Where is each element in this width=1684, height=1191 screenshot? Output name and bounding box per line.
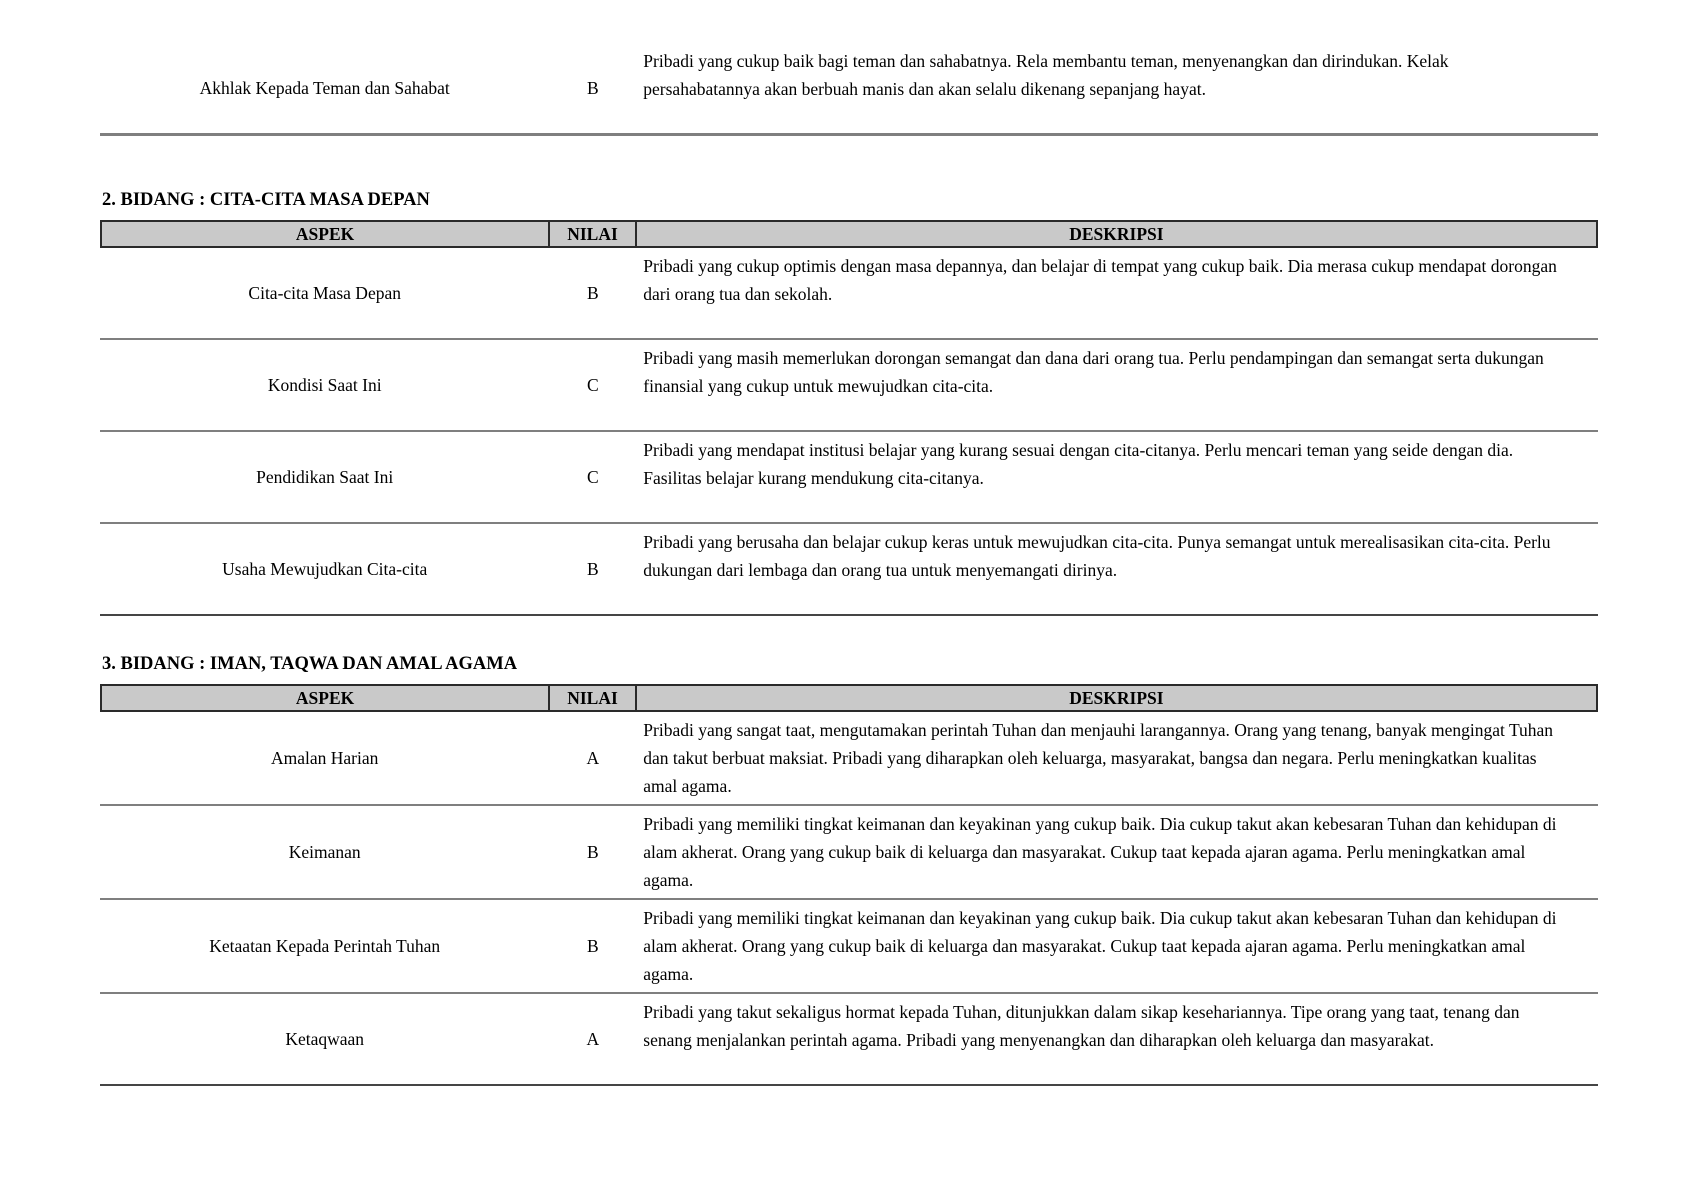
column-header-deskripsi: DESKRIPSI [1069,688,1164,708]
section-heading: 2. BIDANG : CITA-CITA MASA DEPAN [102,190,430,210]
table-continuation [100,43,1598,136]
aspek-cell: Ketaqwaan [285,1029,365,1049]
table-row [100,806,1598,900]
nilai-cell: C [586,467,599,487]
deskripsi-cell: Pribadi yang cukup baik bagi teman dan sahabatnya. Rela membantu teman, menyenangkan dan dirindukan. Kelak persahabatannya akan berbuah manis dan akan selalu dikenang sepanjang hayat. [643,51,1449,99]
table-row [100,432,1598,524]
table-row [100,994,1598,1086]
aspek-cell: Usaha Mewujudkan Cita-cita [222,559,428,579]
nilai-cell: B [586,78,599,98]
nilai-cell: B [586,936,599,956]
nilai-cell: C [586,375,599,395]
deskripsi-cell: Pribadi yang mendapat institusi belajar yang kurang sesuai dengan cita-citanya. Perlu mencari teman yang seide dengan dia. Fasilitas belajar kurang mendukung cita-citanya. [643,440,1514,488]
column-header-nilai: NILAI [550,686,637,710]
table-row [100,524,1598,616]
nilai-cell: A [586,748,600,768]
table-header-row [100,220,1598,248]
table-row [100,43,1598,136]
table-row [100,340,1598,432]
column-header-nilai: NILAI [550,222,637,246]
deskripsi-cell: Pribadi yang cukup optimis dengan masa depannya, dan belajar di tempat yang cukup baik. Dia merasa cukup mendapat dorongan dari orang tua dan sekolah. [643,256,1557,304]
table-header-row [100,684,1598,712]
aspek-cell: Pendidikan Saat Ini [256,467,394,487]
aspek-cell: Akhlak Kepada Teman dan Sahabat [199,78,450,98]
table-row [100,900,1598,994]
aspek-cell: Ketaatan Kepada Perintah Tuhan [209,936,441,956]
table-row [100,712,1598,806]
column-header-deskripsi: DESKRIPSI [1069,224,1164,244]
deskripsi-cell: Pribadi yang takut sekaligus hormat kepada Tuhan, ditunjukkan dalam sikap kesehariannya. Tipe orang yang taat, tenang dan senang menjalankan perintah agama. Pribadi yang menyenangkan dan diharapkan oleh keluarga dan masyarakat. [643,1002,1520,1050]
nilai-cell: B [586,842,599,862]
aspek-cell: Cita-cita Masa Depan [248,283,401,303]
table-row [100,248,1598,340]
nilai-cell: A [586,1029,600,1049]
section-cita-cita-masa-depan [100,189,1598,616]
aspek-cell: Keimanan [288,842,361,862]
deskripsi-cell: Pribadi yang berusaha dan belajar cukup keras untuk mewujudkan cita-cita. Punya semangat untuk merealisasikan cita-cita. Perlu dukungan dari lembaga dan orang tua untuk menyemangati dirinya. [643,532,1551,580]
aspect-table [100,684,1598,1086]
section-heading: 3. BIDANG : IMAN, TAQWA DAN AMAL AGAMA [102,654,518,674]
deskripsi-cell: Pribadi yang memiliki tingkat keimanan dan keyakinan yang cukup baik. Dia cukup takut akan kebesaran Tuhan dan kehidupan di alam akherat. Orang yang cukup baik di keluarga dan masyarakat. Cukup taat kepada ajaran agama. Perlu meningkatkan amal agama. [643,814,1557,890]
aspek-cell: Amalan Harian [271,748,379,768]
nilai-cell: B [586,283,599,303]
aspect-table [100,220,1598,616]
deskripsi-cell: Pribadi yang sangat taat, mengutamakan perintah Tuhan dan menjauhi larangannya. Orang yang tenang, banyak mengingat Tuhan dan takut berbuat maksiat. Pribadi yang diharapkan oleh keluarga, masyarakat, bangsa dan negara. Perlu meningkatkan kualitas amal agama. [643,720,1554,796]
section-iman-taqwa-amal-agama [100,653,1598,1086]
column-header-aspek: ASPEK [102,222,550,246]
aspek-cell: Kondisi Saat Ini [267,375,382,395]
deskripsi-cell: Pribadi yang masih memerlukan dorongan semangat dan dana dari orang tua. Perlu pendampingan dan semangat serta dukungan finansial yang cukup untuk mewujudkan cita-cita. [643,348,1544,396]
column-header-aspek: ASPEK [102,686,550,710]
deskripsi-cell: Pribadi yang memiliki tingkat keimanan dan keyakinan yang cukup baik. Dia cukup takut akan kebesaran Tuhan dan kehidupan di alam akherat. Orang yang cukup baik di keluarga dan masyarakat. Cukup taat kepada ajaran agama. Perlu meningkatkan amal agama. [643,908,1557,984]
nilai-cell: B [586,559,599,579]
